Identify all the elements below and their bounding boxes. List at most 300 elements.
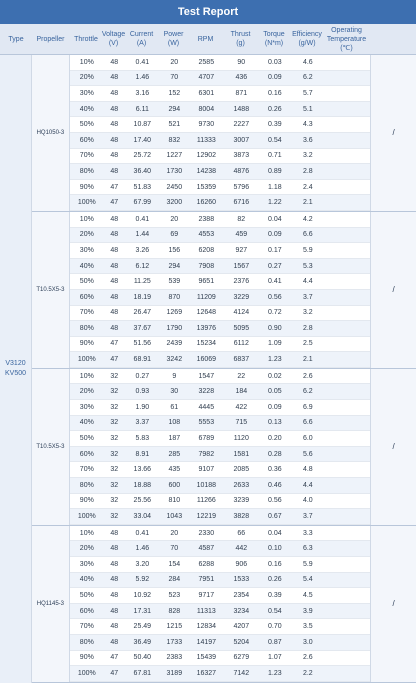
throttle-cell: 80% (79, 167, 94, 175)
thrust-cell: 2633 (233, 481, 250, 489)
power-cell: 3189 (166, 669, 183, 677)
torque-cell: 0.26 (268, 576, 282, 584)
power-cell: 1269 (166, 309, 183, 317)
thrust-cell: 2085 (233, 466, 250, 474)
thrust-cell: 4876 (233, 167, 250, 175)
power-cell: 284 (168, 576, 181, 584)
table-row (70, 416, 370, 432)
voltage-cell: 47 (110, 669, 119, 677)
voltage-cell: 48 (110, 246, 119, 254)
table-row (70, 180, 370, 196)
power-cell: 69 (170, 231, 179, 239)
voltage-cell: 47 (110, 199, 119, 207)
power-cell: 3242 (166, 356, 183, 364)
efficiency-cell: 6.9 (302, 403, 313, 411)
table-row (70, 369, 370, 385)
throttle-cell: 20% (79, 545, 94, 553)
efficiency-cell: 5.3 (302, 262, 313, 270)
header-throttle: Throttle (74, 35, 98, 43)
efficiency-cell: 3.0 (302, 638, 313, 646)
throttle-cell: 30% (79, 246, 94, 254)
throttle-cell: 10% (79, 372, 94, 380)
current-cell: 6.11 (135, 105, 149, 113)
efficiency-cell: 6.2 (302, 388, 313, 396)
torque-cell: 0.87 (268, 638, 282, 646)
torque-cell: 1.23 (268, 669, 282, 677)
rpm-cell: 2388 (198, 215, 215, 223)
torque-cell: 0.36 (268, 466, 282, 474)
current-cell: 1.46 (135, 545, 150, 553)
efficiency-cell: 2.8 (302, 324, 313, 332)
torque-cell: 0.39 (268, 121, 282, 129)
rpm-cell: 16260 (196, 199, 217, 207)
rpm-cell: 11333 (196, 136, 216, 144)
current-cell: 1.44 (135, 231, 150, 239)
power-cell: 20 (170, 215, 179, 223)
power-cell: 187 (168, 435, 181, 443)
throttle-cell: 40% (79, 262, 94, 270)
thrust-cell: 422 (235, 403, 248, 411)
operating-temperature-cell: / (370, 212, 416, 368)
voltage-cell: 48 (110, 215, 119, 223)
voltage-cell: 48 (110, 105, 119, 113)
power-cell: 1043 (166, 513, 183, 521)
table-body (0, 55, 416, 683)
power-cell: 435 (168, 466, 181, 474)
torque-cell: 0.54 (268, 136, 282, 144)
data-rows (70, 369, 370, 525)
current-cell: 17.31 (133, 607, 152, 615)
torque-cell: 1.23 (268, 356, 282, 364)
power-cell: 294 (168, 105, 181, 113)
torque-cell: 0.02 (268, 372, 282, 380)
rpm-cell: 3228 (198, 388, 215, 396)
thrust-cell: 4207 (233, 623, 250, 631)
current-cell: 10.87 (133, 121, 152, 129)
voltage-cell: 48 (110, 293, 119, 301)
throttle-cell: 70% (79, 466, 94, 474)
thrust-cell: 4124 (233, 309, 250, 317)
throttle-cell: 10% (79, 529, 94, 537)
voltage-cell: 48 (110, 74, 119, 82)
thrust-cell: 6279 (233, 654, 250, 662)
voltage-cell: 48 (110, 262, 119, 270)
table-row (70, 337, 370, 353)
propeller-cell: HQ1145-3 (32, 526, 70, 682)
current-cell: 67.99 (133, 199, 152, 207)
data-rows (70, 526, 370, 682)
table-row (70, 462, 370, 478)
thrust-cell: 906 (235, 560, 248, 568)
current-cell: 0.41 (135, 215, 150, 223)
rpm-cell: 4587 (198, 545, 215, 553)
torque-cell: 0.46 (268, 481, 282, 489)
throttle-cell: 60% (79, 607, 94, 615)
current-cell: 11.25 (133, 278, 151, 286)
current-cell: 5.92 (135, 576, 150, 584)
efficiency-cell: 3.7 (302, 513, 313, 521)
power-cell: 70 (170, 545, 179, 553)
torque-cell: 0.09 (268, 74, 282, 82)
current-cell: 68.91 (133, 356, 152, 364)
torque-cell: 0.41 (268, 278, 282, 286)
voltage-cell: 48 (110, 136, 119, 144)
voltage-cell: 47 (110, 340, 119, 348)
current-cell: 8.91 (135, 450, 150, 458)
rpm-cell: 12834 (196, 623, 217, 631)
thrust-cell: 22 (237, 372, 246, 380)
table-row (70, 651, 370, 667)
power-cell: 1215 (166, 623, 183, 631)
throttle-cell: 20% (79, 231, 94, 239)
efficiency-cell: 3.7 (302, 293, 313, 301)
table-row (70, 494, 370, 510)
header-operating-temperature: Operating Temperature (℃) (326, 26, 367, 52)
current-cell: 37.67 (133, 324, 152, 332)
throttle-cell: 40% (79, 576, 94, 584)
power-cell: 600 (168, 481, 181, 489)
table-row (70, 195, 370, 211)
thrust-cell: 90 (237, 58, 246, 66)
header-type: Type (8, 35, 24, 43)
throttle-cell: 100% (77, 199, 96, 207)
thrust-cell: 5095 (233, 324, 250, 332)
efficiency-cell: 2.6 (302, 372, 313, 380)
rpm-cell: 16069 (196, 356, 217, 364)
thrust-cell: 6112 (233, 340, 249, 348)
thrust-cell: 6716 (233, 199, 250, 207)
efficiency-cell: 5.4 (302, 576, 313, 584)
power-cell: 154 (168, 560, 181, 568)
power-cell: 870 (168, 293, 181, 301)
data-rows (70, 212, 370, 368)
thrust-cell: 3229 (233, 293, 250, 301)
rpm-cell: 9107 (198, 466, 215, 474)
current-cell: 18.19 (133, 293, 152, 301)
current-cell: 25.49 (133, 623, 152, 631)
report-title: Test Report (0, 0, 416, 24)
voltage-cell: 48 (110, 607, 119, 615)
table-row (70, 259, 370, 275)
torque-cell: 0.16 (268, 89, 282, 97)
efficiency-cell: 2.8 (302, 167, 313, 175)
table-row (70, 55, 370, 71)
throttle-cell: 40% (79, 105, 94, 113)
torque-cell: 0.27 (268, 262, 282, 270)
current-cell: 33.04 (133, 513, 152, 521)
rpm-cell: 5553 (198, 419, 215, 427)
throttle-cell: 100% (77, 513, 96, 521)
voltage-cell: 32 (110, 372, 119, 380)
rpm-cell: 7982 (198, 450, 215, 458)
torque-cell: 0.56 (268, 497, 282, 505)
rpm-cell: 12902 (196, 152, 217, 160)
rpm-cell: 9717 (198, 591, 215, 599)
header-thrust: Thrust (g) (230, 31, 251, 47)
throttle-cell: 90% (79, 183, 94, 191)
efficiency-cell: 3.9 (302, 607, 313, 615)
propeller-group (32, 526, 416, 683)
current-cell: 50.40 (133, 654, 152, 662)
thrust-cell: 927 (235, 246, 248, 254)
rpm-cell: 6789 (198, 435, 215, 443)
current-cell: 36.49 (133, 638, 152, 646)
thrust-cell: 5796 (233, 183, 250, 191)
voltage-cell: 48 (110, 545, 119, 553)
voltage-cell: 48 (110, 58, 119, 66)
torque-cell: 0.20 (268, 435, 282, 443)
table-row (70, 274, 370, 290)
rpm-cell: 15439 (196, 654, 217, 662)
rpm-cell: 11266 (196, 497, 216, 505)
torque-cell: 0.39 (268, 591, 282, 599)
efficiency-cell: 3.2 (302, 152, 313, 160)
table-row (70, 149, 370, 165)
efficiency-cell: 2.6 (302, 654, 313, 662)
efficiency-cell: 2.1 (302, 356, 313, 364)
motor-type-cell (0, 55, 32, 683)
voltage-cell: 47 (110, 183, 119, 191)
power-cell: 9 (172, 372, 177, 380)
current-cell: 17.40 (133, 136, 152, 144)
thrust-cell: 5204 (233, 638, 250, 646)
table-row (70, 557, 370, 573)
efficiency-cell: 3.3 (302, 529, 313, 537)
table-row (70, 164, 370, 180)
efficiency-cell: 6.6 (302, 231, 313, 239)
voltage-cell: 48 (110, 576, 119, 584)
voltage-cell: 48 (110, 560, 119, 568)
power-cell: 832 (168, 136, 181, 144)
current-cell: 0.41 (135, 58, 150, 66)
efficiency-cell: 3.5 (302, 623, 313, 631)
thrust-cell: 3234 (233, 607, 250, 615)
voltage-cell: 32 (110, 435, 119, 443)
efficiency-cell: 2.4 (302, 183, 313, 191)
throttle-cell: 10% (79, 58, 94, 66)
power-cell: 2383 (166, 654, 183, 662)
throttle-cell: 100% (77, 356, 96, 364)
propeller-cell: T10.5X5-3 (32, 212, 70, 368)
power-cell: 285 (168, 450, 181, 458)
torque-cell: 0.26 (268, 105, 282, 113)
thrust-cell: 3007 (233, 136, 250, 144)
table-row (70, 573, 370, 589)
thrust-cell: 436 (235, 74, 248, 82)
rpm-cell: 6288 (198, 560, 215, 568)
voltage-cell: 32 (110, 403, 119, 411)
propeller-group (32, 369, 416, 526)
current-cell: 1.46 (135, 74, 150, 82)
efficiency-cell: 4.4 (302, 481, 313, 489)
motor-type-label: V3120 KV500 (4, 359, 27, 377)
current-cell: 18.88 (133, 481, 152, 489)
voltage-cell: 32 (110, 419, 119, 427)
rpm-cell: 1547 (198, 372, 215, 380)
torque-cell: 0.09 (268, 231, 282, 239)
header-propeller: Propeller (36, 35, 65, 43)
header-voltage: Voltage (V) (101, 31, 126, 47)
power-cell: 828 (168, 607, 181, 615)
efficiency-cell: 6.6 (302, 419, 313, 427)
throttle-cell: 80% (79, 481, 94, 489)
rpm-cell: 14238 (196, 167, 217, 175)
table-row (70, 102, 370, 118)
propeller-group (32, 212, 416, 369)
table-row (70, 526, 370, 542)
table-row (70, 86, 370, 102)
power-cell: 108 (168, 419, 181, 427)
rpm-cell: 16327 (196, 669, 217, 677)
header-efficiency: Efficiency (g/W) (292, 31, 322, 47)
throttle-cell: 20% (79, 74, 94, 82)
current-cell: 1.90 (135, 403, 150, 411)
header-rpm: RPM (197, 35, 214, 43)
torque-cell: 0.54 (268, 607, 282, 615)
rpm-cell: 14197 (196, 638, 217, 646)
power-cell: 2450 (166, 183, 183, 191)
header-current: Current (A) (129, 31, 154, 47)
throttle-cell: 60% (79, 136, 94, 144)
table-row (70, 384, 370, 400)
throttle-cell: 10% (79, 215, 94, 223)
voltage-cell: 48 (110, 121, 119, 129)
throttle-cell: 30% (79, 89, 94, 97)
voltage-cell: 48 (110, 623, 119, 631)
thrust-cell: 459 (235, 231, 248, 239)
current-cell: 10.92 (133, 591, 152, 599)
efficiency-cell: 4.0 (302, 497, 313, 505)
current-cell: 3.16 (135, 89, 150, 97)
thrust-cell: 66 (237, 529, 246, 537)
propeller-group (32, 55, 416, 212)
voltage-cell: 32 (110, 481, 119, 489)
torque-cell: 0.04 (268, 529, 282, 537)
torque-cell: 0.70 (268, 623, 282, 631)
current-cell: 67.81 (133, 669, 152, 677)
operating-temperature-cell: / (370, 55, 416, 211)
table-row (70, 619, 370, 635)
table-row (70, 133, 370, 149)
table-row (70, 447, 370, 463)
current-cell: 3.26 (135, 246, 150, 254)
thrust-cell: 1581 (233, 450, 250, 458)
throttle-cell: 20% (79, 388, 94, 396)
voltage-cell: 32 (110, 497, 119, 505)
torque-cell: 1.07 (268, 654, 282, 662)
throttle-cell: 60% (79, 450, 94, 458)
thrust-cell: 871 (235, 89, 248, 97)
rpm-cell: 15359 (196, 183, 217, 191)
table-row (70, 431, 370, 447)
table-row (70, 290, 370, 306)
torque-cell: 0.56 (268, 293, 282, 301)
efficiency-cell: 5.7 (302, 89, 313, 97)
throttle-cell: 60% (79, 293, 94, 301)
voltage-cell: 48 (110, 278, 119, 286)
efficiency-cell: 2.2 (302, 669, 313, 677)
voltage-cell: 47 (110, 654, 119, 662)
power-cell: 20 (170, 529, 179, 537)
current-cell: 3.20 (135, 560, 150, 568)
table-row (70, 666, 370, 682)
throttle-cell: 70% (79, 623, 94, 631)
current-cell: 26.47 (133, 309, 152, 317)
data-rows (70, 55, 370, 211)
rpm-cell: 2330 (198, 529, 215, 537)
torque-cell: 0.71 (268, 152, 282, 160)
current-cell: 3.37 (135, 419, 150, 427)
current-cell: 0.41 (135, 529, 150, 537)
voltage-cell: 48 (110, 324, 119, 332)
efficiency-cell: 4.2 (302, 215, 313, 223)
efficiency-cell: 2.1 (302, 199, 313, 207)
power-cell: 61 (170, 403, 179, 411)
efficiency-cell: 5.9 (302, 246, 313, 254)
thrust-cell: 2376 (233, 278, 250, 286)
power-cell: 30 (170, 388, 179, 396)
efficiency-cell: 6.3 (302, 545, 313, 553)
voltage-cell: 48 (110, 591, 119, 599)
power-cell: 70 (170, 74, 179, 82)
table-row (70, 541, 370, 557)
efficiency-cell: 6.0 (302, 435, 313, 443)
voltage-cell: 32 (110, 450, 119, 458)
rpm-cell: 9730 (198, 121, 215, 129)
operating-temperature-cell: / (370, 526, 416, 682)
torque-cell: 0.10 (268, 545, 282, 553)
voltage-cell: 47 (110, 356, 119, 364)
rpm-cell: 11313 (196, 607, 216, 615)
efficiency-cell: 4.6 (302, 58, 313, 66)
power-cell: 1227 (166, 152, 183, 160)
throttle-cell: 80% (79, 324, 94, 332)
power-cell: 523 (168, 591, 181, 599)
power-cell: 152 (168, 89, 181, 97)
torque-cell: 0.03 (268, 58, 282, 66)
table-row (70, 478, 370, 494)
power-cell: 1730 (166, 167, 183, 175)
rpm-cell: 12219 (196, 513, 217, 521)
throttle-cell: 90% (79, 340, 94, 348)
efficiency-cell: 3.2 (302, 309, 313, 317)
current-cell: 5.83 (135, 435, 150, 443)
header-power: Power (W) (163, 31, 184, 47)
throttle-cell: 50% (79, 435, 94, 443)
efficiency-cell: 5.6 (302, 450, 313, 458)
efficiency-cell: 4.4 (302, 278, 313, 286)
table-row (70, 509, 370, 525)
rpm-cell: 12648 (196, 309, 217, 317)
power-cell: 3200 (166, 199, 183, 207)
efficiency-cell: 6.2 (302, 74, 313, 82)
propeller-cell: T10.5X5-3 (32, 369, 70, 525)
torque-cell: 0.28 (268, 450, 282, 458)
power-cell: 521 (168, 121, 181, 129)
table-header (0, 24, 416, 55)
thrust-cell: 1120 (233, 435, 249, 443)
efficiency-cell: 2.5 (302, 340, 313, 348)
rpm-cell: 7908 (198, 262, 215, 270)
rpm-cell: 11209 (196, 293, 216, 301)
table-row (70, 635, 370, 651)
efficiency-cell: 3.6 (302, 136, 313, 144)
thrust-cell: 715 (235, 419, 248, 427)
efficiency-cell: 5.9 (302, 560, 313, 568)
current-cell: 0.93 (135, 388, 150, 396)
throttle-cell: 50% (79, 121, 94, 129)
throttle-cell: 50% (79, 591, 94, 599)
